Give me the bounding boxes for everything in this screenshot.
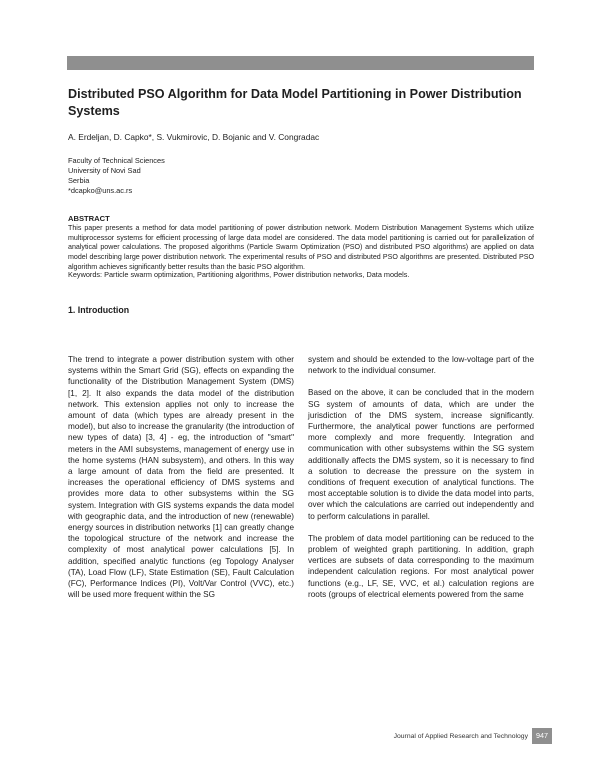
body-column-left: [68, 354, 294, 600]
paragraph: Based on the above, it can be concluded that in the modern SG system of amounts of data, which are under the jurisdiction of the DMS system, increase significantly. Furthermore, the analytical power functions are performed more complexly and more frequently. Integration and communication with other subsystems within the SG system additionally affects the DMS system, so it is necessary to find a solution to decrease the pressure on the system in conditions of frequent execution of analytical functions. The most acceptable solution is to divide the data model into parts, over which the calculations are carried out independently and to perform calculations in parallel.: [308, 388, 534, 521]
body-column-right: [308, 354, 534, 600]
affiliation-country: Serbia: [68, 176, 90, 185]
affiliation-university: University of Novi Sad: [68, 166, 141, 175]
paragraph: The problem of data model partitioning can be reduced to the problem of weighted graph partitioning. In addition, graph vertices are subsets of data corresponding to the maximum independent calculation regions. For most analytical power functions (e.g., LF, SE, VVC, et al.) calculation regions are roots (groups of electrical elements powered from the same: [308, 533, 534, 599]
paragraph: The trend to integrate a power distribution system with other systems within the Smart Grid (SG), effects on expanding the functionality of the Distribution Management System (DMS) [1, 2]. It also expands the data model of the distribution network. This extension applies not only to increase the amount of data (which types are already present in the model), but also to increase the granularity (the introduction of new types of data) [3, 4] - eg, the introduction of "smart" meters in the AMI subsystems, management of energy use in the home systems (HAN subsystem), and others. In this way a large amount of data from the field are presented. It increases the operational efficiency of DMS systems and provides more data to other subsystems within the SG system. Integration with GIS systems expands the data model with geographic data, and the introduction of new (renewable) energy sources in distribution networks [1] can greatly change the topological structure of the network and increase the complexity of most analytical power calculations [5]. In addition, specified analytic functions (eg Topology Analyser (TA), Load Flow (LF), State Estimation (SE), Fault Calculation (FC), Performance Indices (PI), Volt/Var Control (VVC), etc.) will be used more frequent within the SG: [68, 355, 294, 600]
abstract-text: This paper presents a method for data model partitioning of power distribution network. Modern Distribution Management Systems which utilize multiprocessor systems for efficient processing of large data model are considered. The data model partitioning is carried out for parallelization of analytical power calculations. The proposed algorithms (Particle Swarm Optimization (PSO) and distributed PSO algorithms) are applied on data model describing large power distribution network. The experimental results of PSO and distributed PSO algorithms are presented. Distributed PSO algorithm achieves significantly better results than the basic PSO algorithm.: [68, 224, 534, 271]
author-list: A. Erdeljan, D. Capko*, S. Vukmirovic, D. Bojanic and V. Congradac: [68, 132, 320, 142]
page-number: 947: [532, 728, 552, 744]
abstract-heading: ABSTRACT: [68, 214, 110, 223]
paragraph: system and should be extended to the low-voltage part of the network to the individual consumer.: [308, 355, 534, 376]
journal-name: Journal of Applied Research and Technology: [393, 733, 528, 740]
affiliation-faculty: Faculty of Technical Sciences: [68, 156, 165, 165]
corresponding-email: *dcapko@uns.ac.rs: [68, 186, 133, 195]
section-heading: 1. Introduction: [68, 305, 130, 315]
paper-title: Distributed PSO Algorithm for Data Model Partitioning in Power Distribution Systems: [68, 87, 522, 118]
keywords: Keywords: Particle swarm optimization, Partitioning algorithms, Power distribution networks, Data models.: [68, 270, 410, 279]
affiliation: [68, 156, 368, 196]
header-bar: [67, 56, 534, 70]
